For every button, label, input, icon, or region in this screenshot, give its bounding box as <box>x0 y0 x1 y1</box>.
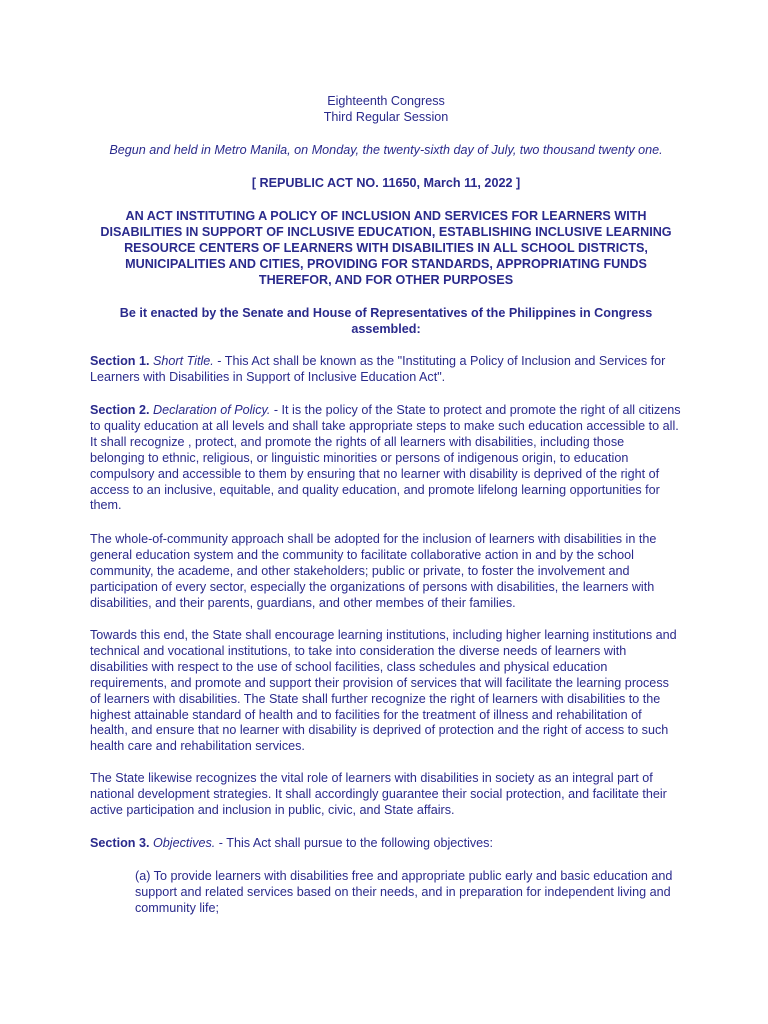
paragraph: The whole-of-community approach shall be adopted for the inclusion of learners with disabilities in the general education system and the community to facilitate collaborative action in and by the school community, the academe, and other stakeholders; public or private, to foster the involvement and participation of every sector, especially the organizations of persons with disabilities, the learners with disabilities, and their parents, guardians, and other membes of their families. <box>90 532 657 610</box>
section-title: Short Title. <box>153 354 214 368</box>
section-label: Section 1. <box>90 354 150 368</box>
section-text: - It is the policy of the State to protect and promote the right of all citizens to quality education at all levels and shall take appropriate steps to make such education accessible to all. It shall recognize , protect, and promote the rights of all learners with disabilities, including those belonging to ethnic, religious, or linguistic minorities or persons of indigenous origin, to education compulsory and accessible to them by ensuring that no learner with disability is deprived of the right of access to an inclusive, equitable, and quality education, and promote lifelong learning opportunities for them. <box>90 403 681 513</box>
enacting-clause: Be it enacted by the Senate and House of Representatives of the Philippines in Congress assembled: <box>119 306 653 336</box>
session-line: Third Regular Session <box>323 109 449 124</box>
objective-item: (a) To provide learners with disabilities free and appropriate public early and basic education and support and related services based on their needs, and in preparation for independent living and community life; <box>135 869 673 915</box>
section-3 <box>90 836 682 852</box>
act-title: AN ACT INSTITUTING A POLICY OF INCLUSION AND SERVICES FOR LEARNERS WITH DISABILITIES IN SUPPORT OF INCLUSIVE EDUCATION, ESTABLISHING INCLUSIVE LEARNING RESOURCE CENTERS OF LEARNERS WITH DISABILITIES IN ALL SCHOOL DISTRICTS, MUNICIPALITIES AND CITIES, PROVIDING FOR STANDARDS, APPROPRIATING FUNDS THEREFOR, AND FOR OTHER PURPOSES <box>100 209 672 287</box>
section-1 <box>90 354 682 386</box>
section-label: Section 2. <box>90 403 150 417</box>
section-2 <box>90 403 682 514</box>
section-text: - This Act shall pursue to the following objectives: <box>215 836 493 850</box>
act-number: [ REPUBLIC ACT NO. 11650, March 11, 2022 ] <box>251 176 521 190</box>
section-text: - This Act shall be known as the "Instituting a Policy of Inclusion and Services for Learners with Disabilities in Support of Inclusive Education Act". <box>90 354 666 384</box>
congress-line: Eighteenth Congress <box>327 94 445 108</box>
section-label: Section 3. <box>90 836 150 850</box>
begun-line: Begun and held in Metro Manila, on Monday, the twenty-sixth day of July, two thousand twenty one. <box>109 143 663 157</box>
paragraph: The State likewise recognizes the vital role of learners with disabilities in society as an integral part of national development strategies. It shall accordingly guarantee their social protection, and facilitate their active participation and inclusion in public, civic, and State affairs. <box>90 771 667 817</box>
paragraph: Towards this end, the State shall encourage learning institutions, including higher learning institutions and technical and vocational institutions, to take into consideration the diverse needs of learners with disabilities with respect to the use of school facilities, class schedules and physical education requirements, and promote and support their provision of services that will facilitate the learning process of learners with disabilities. The State shall further recognize the right of learners with disabilities to the highest attainable standard of health and to facilities for the treatment of illness and rehabilitation of health, and ensure that no learner with disability is deprived of protection and the right of access to such health care and rehabilitation services. <box>90 628 677 754</box>
section-title: Objectives. <box>153 836 216 850</box>
document-header <box>90 94 682 126</box>
section-title: Declaration of Policy. <box>153 403 271 417</box>
